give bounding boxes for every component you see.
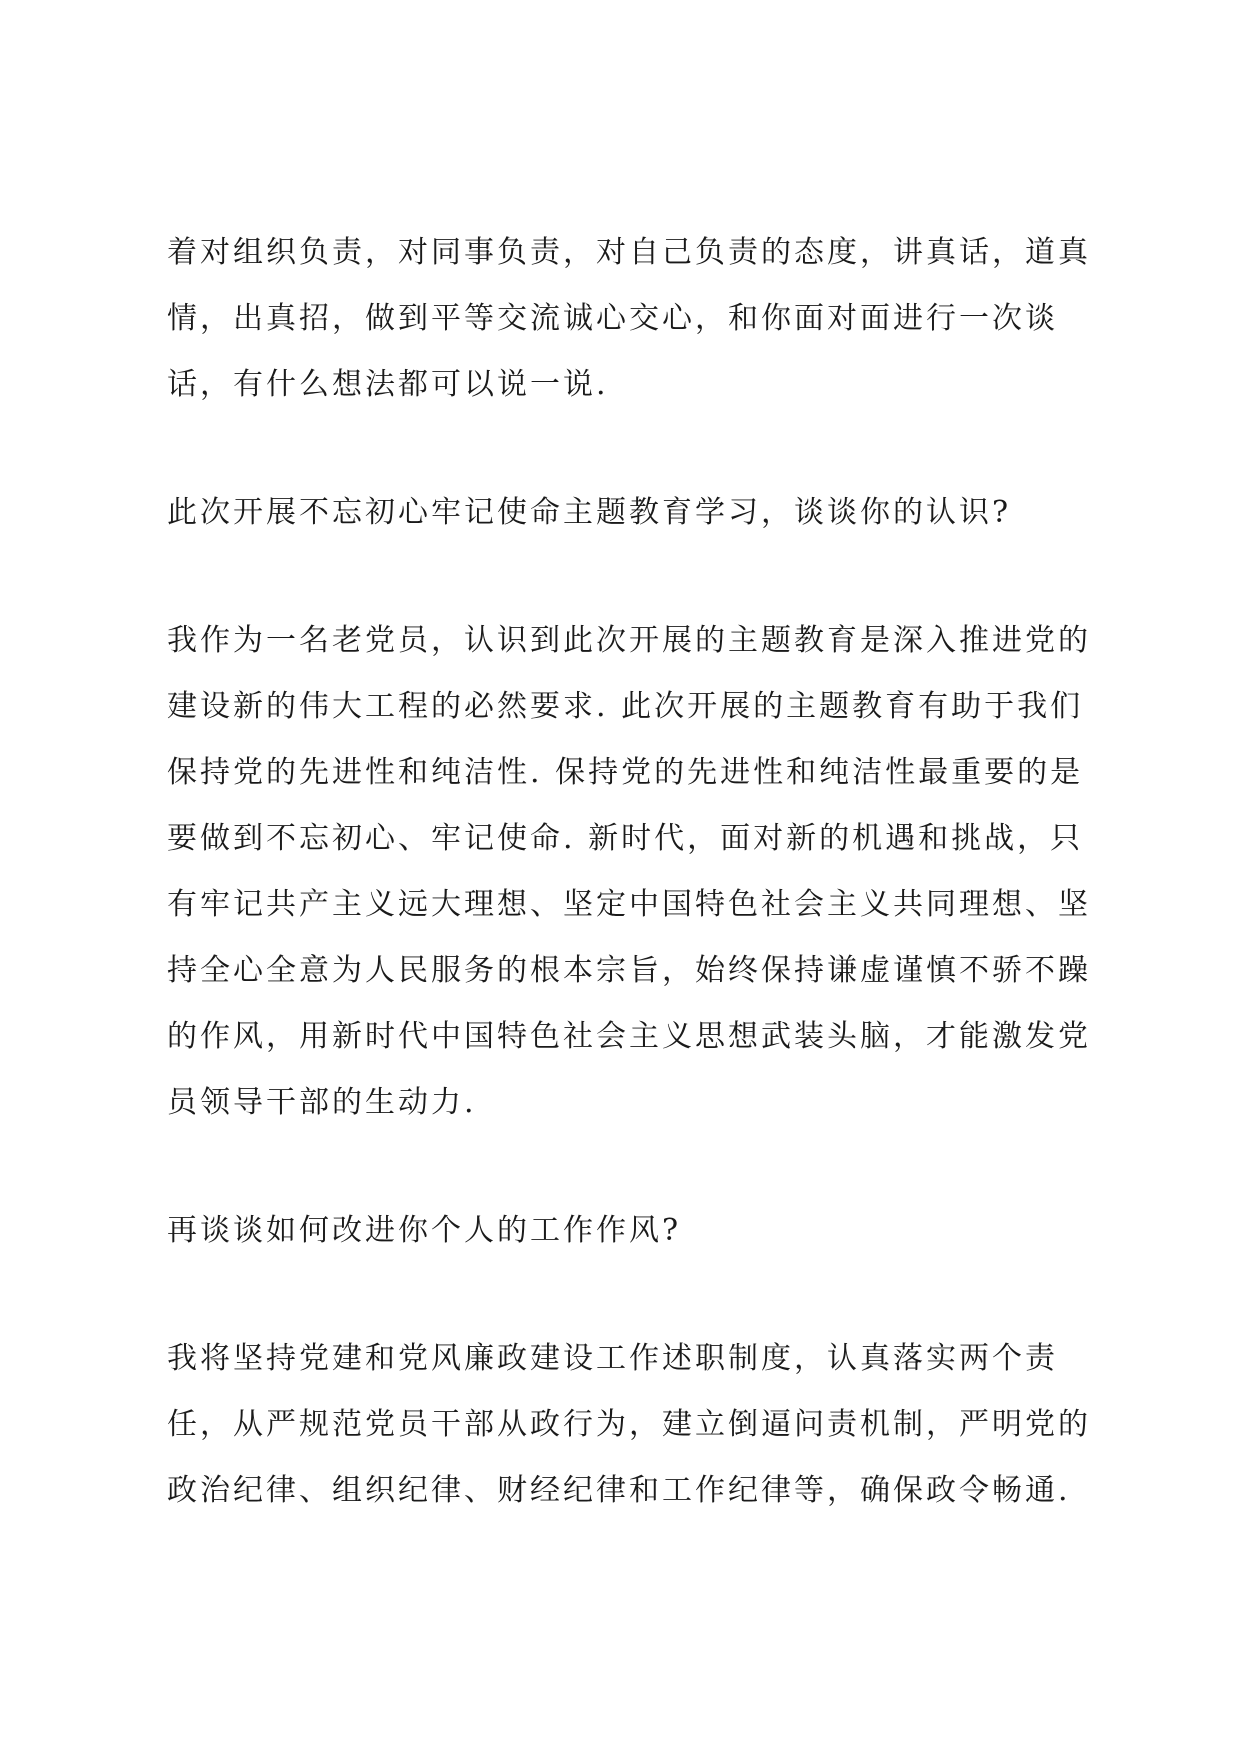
answer-work-style: 我将坚持党建和党风廉政建设工作述职制度，认真落实两个责任，从严规范党员干部从政行为，建立倒逼问责机制，严明党的政治纪律、组织纪律、财经纪律和工作纪律等，确保政令畅通. bbox=[167, 1341, 1091, 1508]
document-body bbox=[167, 220, 1097, 1524]
question-work-style: 再谈谈如何改进你个人的工作作风? bbox=[167, 1213, 682, 1248]
paragraph-intro-continuation: 着对组织负责，对同事负责，对自己负责的态度，讲真话，道真情，出真招，做到平等交流诚心交心，和你面对面进行一次谈话，有什么想法都可以说一说. bbox=[167, 235, 1091, 402]
question-theme-education: 此次开展不忘初心牢记使命主题教育学习，谈谈你的认识? bbox=[167, 495, 1012, 530]
answer-theme-education: 我作为一名老党员，认识到此次开展的主题教育是深入推进党的建设新的伟大工程的必然要求. 此次开展的主题教育有助于我们保持党的先进性和纯洁性. 保持党的先进性和纯洁性最重要的是要做到不忘初心、牢记使命. 新时代，面对新的机遇和挑战，只有牢记共产主义远大理想、坚定中国特色社会主义共同理想、坚持全心全意为人民服务的根本宗旨，始终保持谦虚谨慎不骄不躁的作风，用新时代中国特色社会主义思想武装头脑，才能激发党员领导干部的生动力. bbox=[167, 623, 1091, 1120]
